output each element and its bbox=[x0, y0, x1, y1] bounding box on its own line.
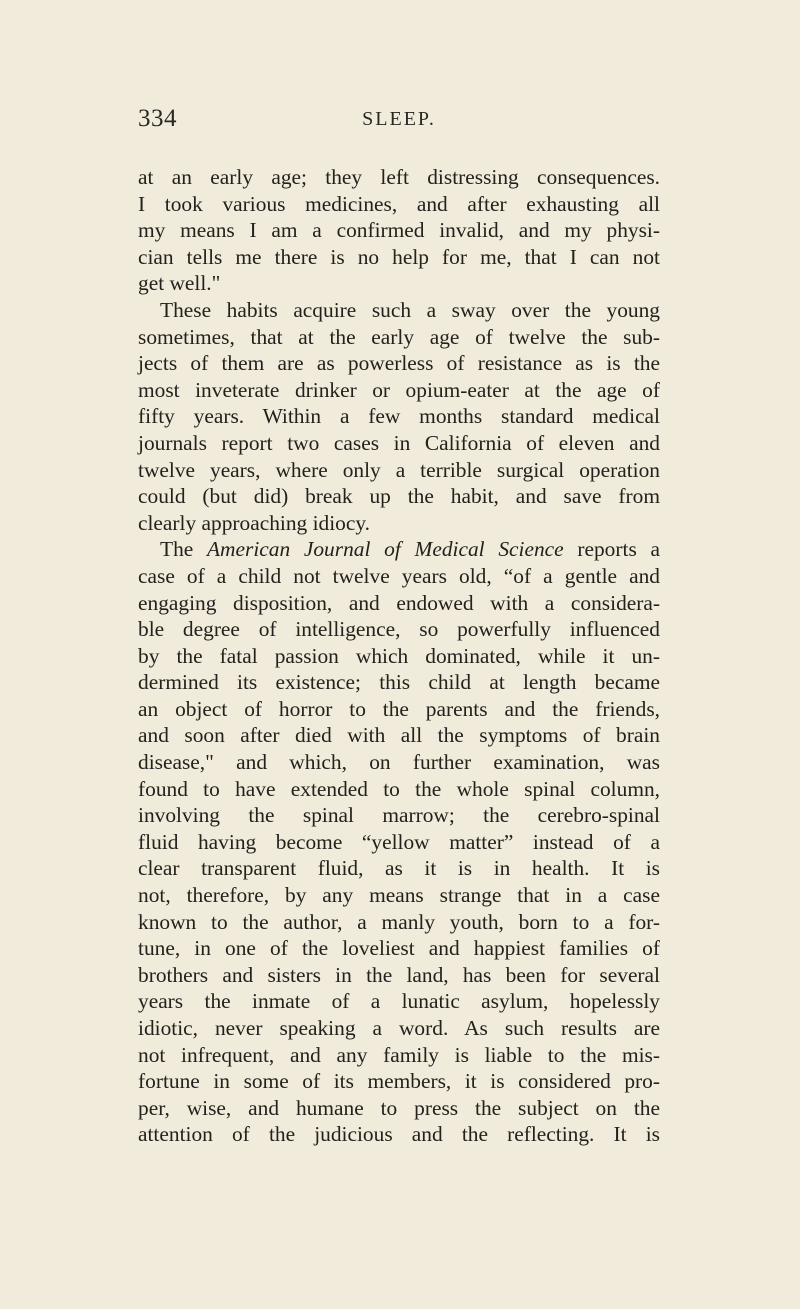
page-header bbox=[138, 105, 660, 145]
text-line: at an early age; they left distressing consequences. bbox=[138, 165, 660, 189]
running-title: SLEEP. bbox=[362, 108, 436, 130]
text-line: fortune in some of its members, it is considered pro- bbox=[138, 1069, 660, 1094]
text-line: case of a child not twelve years old, “of a gentle and bbox=[138, 563, 660, 588]
text-line: and soon after died with all the symptoms of brain bbox=[138, 723, 660, 748]
text-line: clear transparent fluid, as it is in health. It is bbox=[138, 856, 660, 881]
text-line: sometimes, that at the early age of twelve the sub- bbox=[138, 324, 660, 349]
text-line: tune, in one of the loveliest and happiest families of bbox=[138, 936, 660, 961]
page-number: 334 bbox=[138, 105, 177, 132]
text-line: ble degree of intelligence, so powerfully influenced bbox=[138, 617, 660, 642]
paragraph-first-line: These habits acquire such a sway over the young bbox=[160, 297, 660, 322]
text-line: cian tells me there is no help for me, that I can not bbox=[138, 244, 660, 269]
paragraph-first-line bbox=[138, 536, 660, 563]
text-line: most inveterate drinker or opium-eater at the age of bbox=[138, 377, 660, 402]
text-line: by the fatal passion which dominated, while it un- bbox=[138, 643, 660, 668]
text-line: involving the spinal marrow; the cerebro-spinal bbox=[138, 803, 660, 828]
text-line: found to have extended to the whole spinal column, bbox=[138, 776, 660, 801]
text-line: I took various medicines, and after exhausting all bbox=[138, 191, 660, 216]
text-line: an object of horror to the parents and the friends, bbox=[138, 696, 660, 721]
text-line: per, wise, and humane to press the subject on the bbox=[138, 1095, 660, 1120]
text-line: clearly approaching idiocy. bbox=[138, 510, 371, 535]
text-run: reports a bbox=[563, 537, 660, 562]
text-line: not infrequent, and any family is liable to the mis- bbox=[138, 1042, 660, 1067]
text-line: years the inmate of a lunatic asylum, hopelessly bbox=[138, 989, 660, 1014]
text-line: brothers and sisters in the land, has been for several bbox=[138, 962, 660, 987]
journal-title: American Journal of Medical Science bbox=[206, 537, 564, 562]
text-line: idiotic, never speaking a word. As such results are bbox=[138, 1016, 660, 1040]
text-line: twelve years, where only a terrible surgical operation bbox=[138, 457, 660, 482]
text-line: could (but did) break up the habit, and save from bbox=[138, 484, 660, 509]
text-run: The bbox=[160, 537, 207, 562]
text-line: get well." bbox=[138, 271, 221, 296]
text-line: dermined its existence; this child at length became bbox=[138, 670, 660, 695]
text-line: attention of the judicious and the reflecting. It is bbox=[138, 1122, 660, 1147]
text-line: fluid having become “yellow matter” instead of a bbox=[138, 829, 660, 854]
text-line: disease," and which, on further examination, was bbox=[138, 750, 660, 775]
text-line: known to the author, a manly youth, born to a for- bbox=[138, 909, 660, 934]
text-line: engaging disposition, and endowed with a considera- bbox=[138, 590, 660, 615]
text-line: not, therefore, by any means strange that in a case bbox=[138, 883, 660, 908]
text-line: my means I am a confirmed invalid, and my physi- bbox=[138, 218, 660, 243]
text-line: jects of them are as powerless of resistance as is the bbox=[138, 351, 660, 376]
text-line: journals report two cases in California of eleven and bbox=[138, 430, 660, 455]
body-text bbox=[138, 164, 660, 1148]
text-line: fifty years. Within a few months standard medical bbox=[138, 404, 660, 429]
